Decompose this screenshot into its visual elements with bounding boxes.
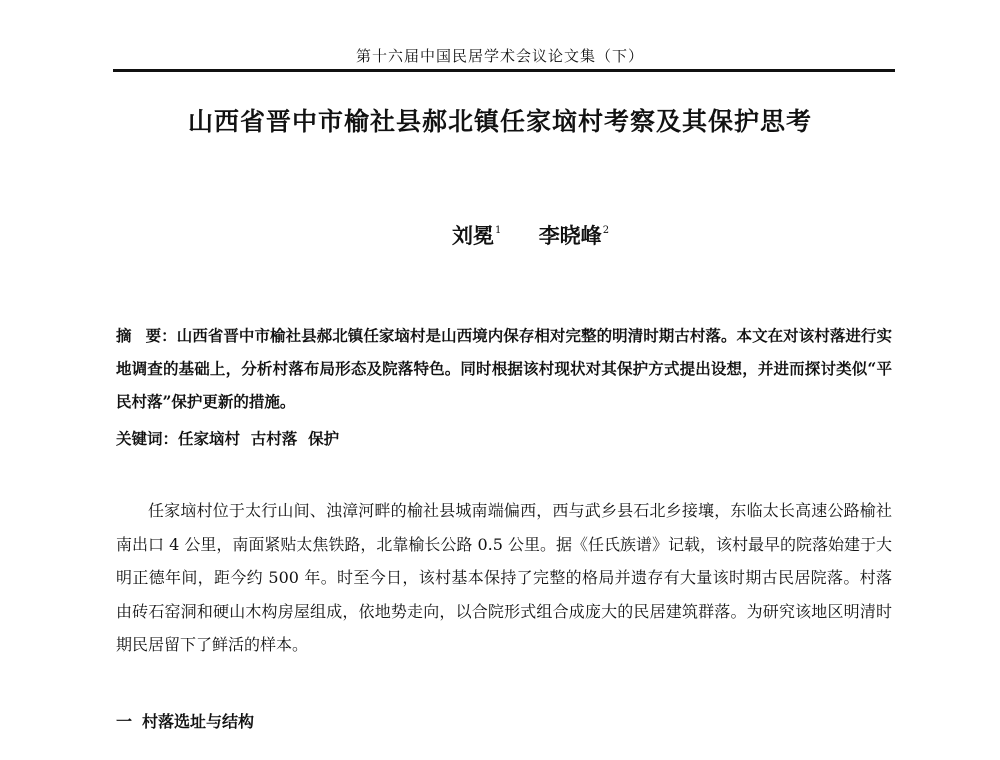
- author: [452, 220, 501, 250]
- abstract-label: 摘 要：: [116, 326, 177, 345]
- paper-title: 山西省晋中市榆社县郝北镇任家垴村考察及其保护思考: [187, 107, 812, 136]
- section-number: 一: [116, 712, 133, 731]
- section-heading: [116, 709, 254, 732]
- section-title: 村落选址与结构: [142, 712, 255, 731]
- keywords-text: 任家垴村 古村落 保护: [178, 429, 340, 448]
- running-head: 第十六届中国民居学术会议论文集（下）: [355, 47, 644, 65]
- body-paragraph: 任家垴村位于太行山间、浊漳河畔的榆社县城南端偏西，西与武乡县石北乡接壤，东临太长高速公路榆社南出口 4 公里，南面紧贴太焦铁路，北靠榆长公路 0.5 公里。据《任氏族谱》记载，该村最早的院落始建于大明正德年间，距今约 500 年。时至今日，该村基本保持了完整的格局并遗存有大量该时期古民居院落。村落由砖石窑洞和硬山木构房屋组成，依地势走向，以合院形式组合成庞大的民居建筑群落。为研究该地区明清时期民居留下了鲜活的样本。: [116, 501, 892, 654]
- author-name: 李晓峰: [538, 223, 602, 248]
- affiliation-mark: 2: [602, 225, 610, 236]
- keywords: [116, 427, 339, 449]
- abstract-text: 山西省晋中市榆社县郝北镇任家垴村是山西境内保存相对完整的明清时期古村落。本文在对该村落进行实地调查的基础上，分析村落布局形态及院落特色。同时根据该村现状对其保护方式提出设想，并进而探讨类似“平民村落”保护更新的措施。: [116, 326, 892, 411]
- author: [539, 220, 609, 250]
- keywords-label: 关键词：: [116, 429, 179, 448]
- author-list: [452, 220, 609, 250]
- affiliation-mark: 1: [495, 225, 502, 236]
- author-name: 刘冕: [452, 223, 494, 248]
- abstract: [116, 319, 892, 418]
- header-rule: [113, 69, 895, 72]
